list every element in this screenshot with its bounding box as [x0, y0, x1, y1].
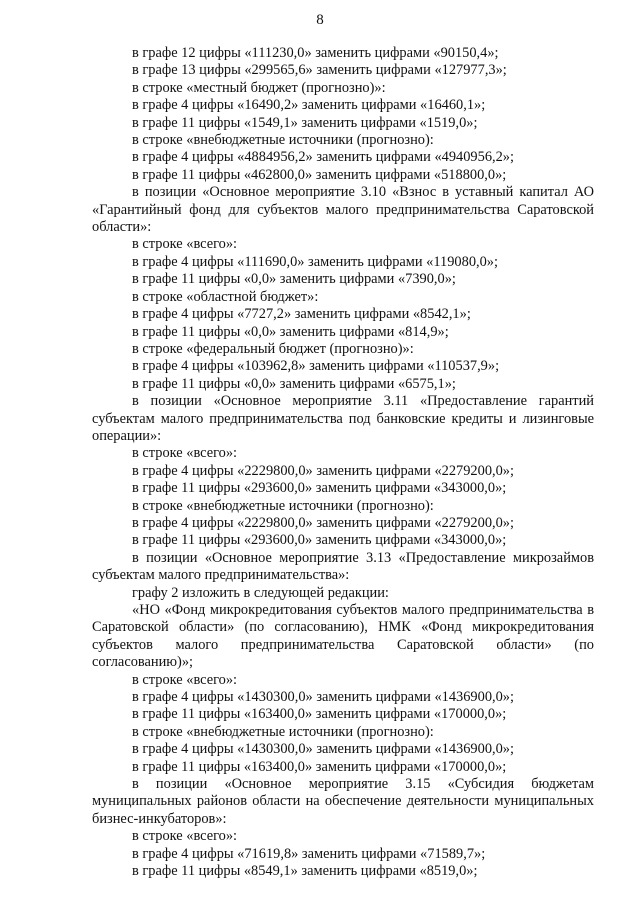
text-line: в строке «федеральный бюджет (прогнозно)»: — [132, 340, 414, 357]
paragraph: в позиции «Основное мероприятие 3.11 «Предоставление гарантий субъектам малого предпринимательства под банковские кредиты и лизинговые операции»: — [92, 393, 594, 444]
text-line: в строке «всего»: — [132, 828, 238, 845]
text-line: в графе 4 цифры «2229800,0» заменить цифрами «2279200,0»; — [132, 514, 514, 531]
text-line: в графе 11 цифры «0,0» заменить цифрами «7390,0»; — [132, 271, 456, 288]
text-line: в строке «областной бюджет»: — [132, 288, 319, 305]
text-line: в графе 11 цифры «163400,0» заменить цифрами «170000,0»; — [132, 706, 507, 723]
text-line: в строке «всего»: — [132, 445, 238, 462]
text-line: в графе 4 цифры «71619,8» заменить цифрами «71589,7»; — [132, 845, 486, 862]
text-line: в строке «местный бюджет (прогнозно)»: — [132, 79, 386, 96]
document-body — [92, 45, 594, 881]
text-line: в графе 4 цифры «103962,8» заменить цифрами «110537,9»; — [132, 358, 500, 375]
text-line: в графе 11 цифры «1549,1» заменить цифрами «1519,0»; — [132, 114, 478, 131]
text-line: в графе 12 цифры «111230,0» заменить цифрами «90150,4»; — [132, 45, 499, 61]
text-line: графу 2 изложить в следующей редакции: — [132, 584, 389, 601]
text-line: в строке «внебюджетные источники (прогнозно): — [132, 497, 434, 514]
text-line: в графе 11 цифры «293600,0» заменить цифрами «343000,0»; — [132, 532, 507, 549]
text-line: в графе 4 цифры «2229800,0» заменить цифрами «2279200,0»; — [132, 462, 514, 479]
text-line: в графе 13 цифры «299565,6» заменить цифрами «127977,3»; — [132, 62, 507, 79]
text-line: в графе 4 цифры «7727,2» заменить цифрами «8542,1»; — [132, 306, 471, 323]
text-line: в графе 4 цифры «1430300,0» заменить цифрами «1436900,0»; — [132, 689, 514, 706]
paragraph: в позиции «Основное мероприятие 3.13 «Предоставление микрозаймов субъектам малого предпринимательства»: — [92, 549, 594, 584]
text-line: в графе 4 цифры «16490,2» заменить цифрами «16460,1»; — [132, 97, 486, 114]
text-line: в строке «всего»: — [132, 671, 238, 688]
text-line: в графе 11 цифры «0,0» заменить цифрами «814,9»; — [132, 323, 449, 340]
text-line: в графе 4 цифры «111690,0» заменить цифрами «119080,0»; — [132, 253, 499, 270]
text-line: в графе 11 цифры «0,0» заменить цифрами «6575,1»; — [132, 375, 456, 392]
paragraph: в позиции «Основное мероприятие 3.15 «Субсидия бюджетам муниципальных районов области на обеспечение деятельности муниципальных бизнес-инкубаторов»: — [92, 776, 594, 827]
text-line: в графе 11 цифры «462800,0» заменить цифрами «518800,0»; — [132, 166, 507, 183]
text-line: в графе 4 цифры «1430300,0» заменить цифрами «1436900,0»; — [132, 741, 514, 758]
text-line: в графе 11 цифры «8549,1» заменить цифрами «8519,0»; — [132, 863, 478, 880]
text-line: в графе 4 цифры «4884956,2» заменить цифрами «4940956,2»; — [132, 149, 514, 166]
page-number: 8 — [316, 12, 324, 28]
text-line: в графе 11 цифры «163400,0» заменить цифрами «170000,0»; — [132, 758, 507, 775]
text-line: в строке «внебюджетные источники (прогнозно): — [132, 132, 434, 149]
text-line: в строке «внебюджетные источники (прогнозно): — [132, 723, 434, 740]
paragraph: «НО «Фонд микрокредитования субъектов малого предпринимательства в Саратовской области» (по согласованию), НМК «Фонд микрокредитования субъектов малого предпринимательства Саратовской области» (по согласованию)»; — [92, 602, 594, 671]
paragraph: в позиции «Основное мероприятие 3.10 «Взнос в уставный капитал АО «Гарантийный фонд для субъектов малого предпринимательства Саратовской области»: — [92, 184, 594, 236]
text-line: в строке «всего»: — [132, 236, 238, 253]
text-line: в графе 11 цифры «293600,0» заменить цифрами «343000,0»; — [132, 480, 507, 497]
